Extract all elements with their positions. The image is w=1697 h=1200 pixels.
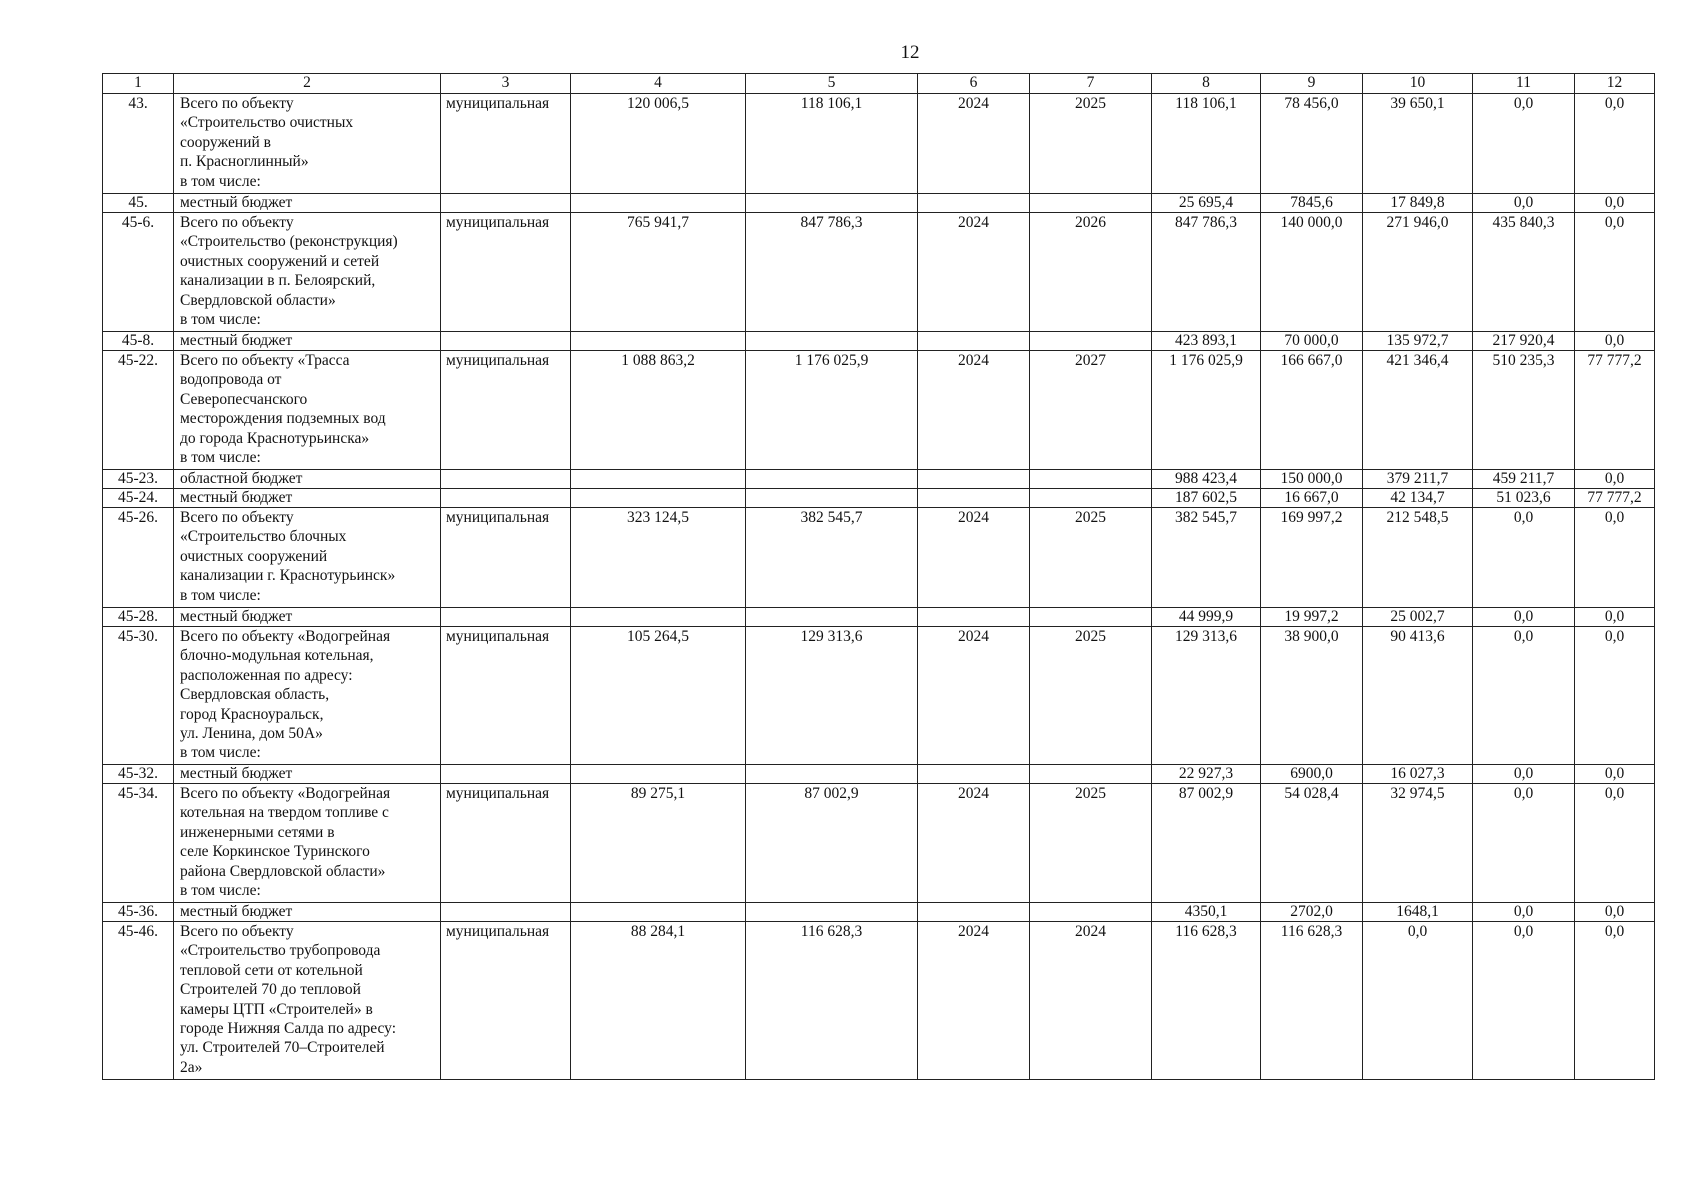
cell-amount-year-1: 7845,6 bbox=[1261, 194, 1363, 213]
cell-total-amount: 187 602,5 bbox=[1152, 489, 1261, 508]
cell-amount-year-2: 90 413,6 bbox=[1363, 627, 1473, 765]
cell-amount-year-1: 2702,0 bbox=[1261, 903, 1363, 922]
cell-estimated-cost: 88 284,1 bbox=[571, 922, 746, 1080]
cell-end-year: 2025 bbox=[1030, 94, 1152, 194]
column-number-4: 4 bbox=[571, 74, 746, 94]
cell-end-year: 2025 bbox=[1030, 508, 1152, 608]
cell-object-name: местный бюджет bbox=[174, 765, 441, 784]
table-row-budget bbox=[103, 332, 1655, 351]
cell-amount-year-2: 1648,1 bbox=[1363, 903, 1473, 922]
cell-cost-current-prices: 118 106,1 bbox=[746, 94, 918, 194]
cell-cost-current-prices: 129 313,6 bbox=[746, 627, 918, 765]
cell-amount-year-3: 0,0 bbox=[1473, 508, 1575, 608]
cell-amount-year-3: 0,0 bbox=[1473, 194, 1575, 213]
cell-start-year: 2024 bbox=[918, 627, 1030, 765]
cell-end-year bbox=[1030, 903, 1152, 922]
cell-ownership-form: муниципальная bbox=[441, 213, 571, 332]
cell-object-name: местный бюджет bbox=[174, 489, 441, 508]
table-row-budget bbox=[103, 903, 1655, 922]
cell-amount-year-4: 0,0 bbox=[1575, 470, 1655, 489]
cell-ownership-form: муниципальная bbox=[441, 784, 571, 903]
cell-cost-current-prices: 847 786,3 bbox=[746, 213, 918, 332]
cell-total-amount: 847 786,3 bbox=[1152, 213, 1261, 332]
cell-estimated-cost bbox=[571, 194, 746, 213]
cell-cost-current-prices bbox=[746, 765, 918, 784]
cell-amount-year-2: 17 849,8 bbox=[1363, 194, 1473, 213]
cell-amount-year-2: 25 002,7 bbox=[1363, 608, 1473, 627]
table-row-budget bbox=[103, 194, 1655, 213]
cell-ownership-form bbox=[441, 608, 571, 627]
column-number-11: 11 bbox=[1473, 74, 1575, 94]
cell-amount-year-4: 0,0 bbox=[1575, 784, 1655, 903]
table-row-budget bbox=[103, 489, 1655, 508]
table-row-object bbox=[103, 94, 1655, 194]
table-row-object bbox=[103, 508, 1655, 608]
cell-amount-year-2: 421 346,4 bbox=[1363, 351, 1473, 470]
cell-total-amount: 382 545,7 bbox=[1152, 508, 1261, 608]
column-number-10: 10 bbox=[1363, 74, 1473, 94]
cell-end-year: 2025 bbox=[1030, 627, 1152, 765]
cell-amount-year-4: 0,0 bbox=[1575, 922, 1655, 1080]
cell-ownership-form: муниципальная bbox=[441, 508, 571, 608]
cell-start-year bbox=[918, 608, 1030, 627]
cell-amount-year-2: 379 211,7 bbox=[1363, 470, 1473, 489]
cell-object-name: местный бюджет bbox=[174, 903, 441, 922]
cell-total-amount: 4350,1 bbox=[1152, 903, 1261, 922]
cell-amount-year-4: 0,0 bbox=[1575, 94, 1655, 194]
cell-amount-year-3: 0,0 bbox=[1473, 784, 1575, 903]
cell-ownership-form: муниципальная bbox=[441, 627, 571, 765]
cell-start-year: 2024 bbox=[918, 508, 1030, 608]
cell-total-amount: 118 106,1 bbox=[1152, 94, 1261, 194]
cell-amount-year-2: 39 650,1 bbox=[1363, 94, 1473, 194]
column-number-7: 7 bbox=[1030, 74, 1152, 94]
cell-cost-current-prices: 87 002,9 bbox=[746, 784, 918, 903]
cell-estimated-cost bbox=[571, 765, 746, 784]
cell-amount-year-1: 116 628,3 bbox=[1261, 922, 1363, 1080]
cell-total-amount: 988 423,4 bbox=[1152, 470, 1261, 489]
cell-estimated-cost: 89 275,1 bbox=[571, 784, 746, 903]
cell-estimated-cost bbox=[571, 903, 746, 922]
cell-total-amount: 129 313,6 bbox=[1152, 627, 1261, 765]
cell-estimated-cost: 1 088 863,2 bbox=[571, 351, 746, 470]
cell-cost-current-prices bbox=[746, 470, 918, 489]
cell-start-year: 2024 bbox=[918, 351, 1030, 470]
cell-ownership-form bbox=[441, 489, 571, 508]
cell-amount-year-4: 0,0 bbox=[1575, 213, 1655, 332]
cell-amount-year-1: 166 667,0 bbox=[1261, 351, 1363, 470]
page-number: 12 bbox=[900, 42, 920, 63]
cell-amount-year-4: 0,0 bbox=[1575, 627, 1655, 765]
table-row-object bbox=[103, 784, 1655, 903]
cell-amount-year-2: 135 972,7 bbox=[1363, 332, 1473, 351]
cell-amount-year-1: 78 456,0 bbox=[1261, 94, 1363, 194]
cell-object-name: местный бюджет bbox=[174, 332, 441, 351]
cell-estimated-cost: 765 941,7 bbox=[571, 213, 746, 332]
cell-amount-year-3: 0,0 bbox=[1473, 94, 1575, 194]
cell-object-name: Всего по объекту «Трасса водопровода от Севeропесчанского месторождения подземных вод до города Краснотурьинска» в том числе: bbox=[174, 351, 441, 470]
cell-amount-year-1: 70 000,0 bbox=[1261, 332, 1363, 351]
table-row-object bbox=[103, 213, 1655, 332]
cell-end-year: 2026 bbox=[1030, 213, 1152, 332]
column-number-12: 12 bbox=[1575, 74, 1655, 94]
cell-amount-year-3: 0,0 bbox=[1473, 903, 1575, 922]
cell-amount-year-1: 169 997,2 bbox=[1261, 508, 1363, 608]
cell-amount-year-3: 459 211,7 bbox=[1473, 470, 1575, 489]
cell-row-number: 45-36. bbox=[103, 903, 174, 922]
cell-cost-current-prices: 116 628,3 bbox=[746, 922, 918, 1080]
column-number-3: 3 bbox=[441, 74, 571, 94]
cell-row-number: 45. bbox=[103, 194, 174, 213]
cell-end-year bbox=[1030, 470, 1152, 489]
table-row-budget bbox=[103, 608, 1655, 627]
table-row-object bbox=[103, 922, 1655, 1080]
cell-ownership-form bbox=[441, 332, 571, 351]
cell-amount-year-1: 38 900,0 bbox=[1261, 627, 1363, 765]
column-number-2: 2 bbox=[174, 74, 441, 94]
cell-start-year: 2024 bbox=[918, 784, 1030, 903]
cell-estimated-cost bbox=[571, 489, 746, 508]
column-number-9: 9 bbox=[1261, 74, 1363, 94]
cell-end-year bbox=[1030, 765, 1152, 784]
cell-total-amount: 22 927,3 bbox=[1152, 765, 1261, 784]
cell-estimated-cost bbox=[571, 608, 746, 627]
cell-start-year bbox=[918, 332, 1030, 351]
cell-start-year: 2024 bbox=[918, 922, 1030, 1080]
cell-amount-year-3: 435 840,3 bbox=[1473, 213, 1575, 332]
cell-cost-current-prices bbox=[746, 608, 918, 627]
cell-amount-year-1: 150 000,0 bbox=[1261, 470, 1363, 489]
cell-object-name: областной бюджет bbox=[174, 470, 441, 489]
cell-start-year bbox=[918, 903, 1030, 922]
cell-start-year bbox=[918, 194, 1030, 213]
cell-amount-year-2: 42 134,7 bbox=[1363, 489, 1473, 508]
cell-cost-current-prices bbox=[746, 332, 918, 351]
cell-amount-year-1: 6900,0 bbox=[1261, 765, 1363, 784]
cell-object-name: Всего по объекту «Строительство трубопровода тепловой сети от котельной Строителей 70 до тепловой камеры ЦТП «Строителей» в городе Нижняя Салда по адресу: ул. Строителей 70–Строителей 2а» bbox=[174, 922, 441, 1080]
cell-end-year: 2027 bbox=[1030, 351, 1152, 470]
cell-amount-year-2: 32 974,5 bbox=[1363, 784, 1473, 903]
cell-amount-year-2: 212 548,5 bbox=[1363, 508, 1473, 608]
cell-cost-current-prices: 1 176 025,9 bbox=[746, 351, 918, 470]
column-number-5: 5 bbox=[746, 74, 918, 94]
cell-end-year bbox=[1030, 194, 1152, 213]
cell-amount-year-2: 16 027,3 bbox=[1363, 765, 1473, 784]
cell-total-amount: 423 893,1 bbox=[1152, 332, 1261, 351]
cell-row-number: 45-6. bbox=[103, 213, 174, 332]
cell-ownership-form bbox=[441, 765, 571, 784]
cell-amount-year-1: 140 000,0 bbox=[1261, 213, 1363, 332]
cell-object-name: Всего по объекту «Строительство (реконструкция) очистных сооружений и сетей канализации в п. Белоярский, Свердловской области» в том числе: bbox=[174, 213, 441, 332]
cell-start-year bbox=[918, 470, 1030, 489]
cell-start-year: 2024 bbox=[918, 94, 1030, 194]
cell-amount-year-4: 77 777,2 bbox=[1575, 351, 1655, 470]
cell-amount-year-4: 0,0 bbox=[1575, 903, 1655, 922]
column-number-6: 6 bbox=[918, 74, 1030, 94]
cell-start-year: 2024 bbox=[918, 213, 1030, 332]
cell-row-number: 45-34. bbox=[103, 784, 174, 903]
cell-row-number: 45-24. bbox=[103, 489, 174, 508]
cell-amount-year-3: 217 920,4 bbox=[1473, 332, 1575, 351]
cell-total-amount: 25 695,4 bbox=[1152, 194, 1261, 213]
cell-amount-year-3: 510 235,3 bbox=[1473, 351, 1575, 470]
cell-end-year: 2024 bbox=[1030, 922, 1152, 1080]
table-row-budget bbox=[103, 470, 1655, 489]
cell-row-number: 43. bbox=[103, 94, 174, 194]
cell-amount-year-4: 0,0 bbox=[1575, 194, 1655, 213]
cell-row-number: 45-26. bbox=[103, 508, 174, 608]
cell-object-name: Всего по объекту «Строительство блочных очистных сооружений канализации г. Краснотурьинск» в том числе: bbox=[174, 508, 441, 608]
cell-cost-current-prices: 382 545,7 bbox=[746, 508, 918, 608]
cell-total-amount: 44 999,9 bbox=[1152, 608, 1261, 627]
cell-object-name: Всего по объекту «Строительство очистных сооружений в п. Красноглинный» в том числе: bbox=[174, 94, 441, 194]
cell-end-year bbox=[1030, 608, 1152, 627]
cell-amount-year-4: 0,0 bbox=[1575, 765, 1655, 784]
cell-start-year bbox=[918, 765, 1030, 784]
cell-row-number: 45-30. bbox=[103, 627, 174, 765]
cell-total-amount: 116 628,3 bbox=[1152, 922, 1261, 1080]
table-row-budget bbox=[103, 765, 1655, 784]
cell-amount-year-3: 0,0 bbox=[1473, 765, 1575, 784]
cell-estimated-cost bbox=[571, 470, 746, 489]
objects-table bbox=[102, 73, 1655, 1080]
cell-row-number: 45-46. bbox=[103, 922, 174, 1080]
cell-end-year: 2025 bbox=[1030, 784, 1152, 903]
cell-amount-year-4: 0,0 bbox=[1575, 332, 1655, 351]
cell-estimated-cost: 323 124,5 bbox=[571, 508, 746, 608]
cell-amount-year-4: 77 777,2 bbox=[1575, 489, 1655, 508]
cell-cost-current-prices bbox=[746, 194, 918, 213]
cell-amount-year-2: 271 946,0 bbox=[1363, 213, 1473, 332]
table-body bbox=[103, 74, 1655, 1080]
cell-row-number: 45-32. bbox=[103, 765, 174, 784]
cell-object-name: местный бюджет bbox=[174, 194, 441, 213]
cell-ownership-form bbox=[441, 194, 571, 213]
cell-amount-year-3: 0,0 bbox=[1473, 627, 1575, 765]
cell-estimated-cost: 105 264,5 bbox=[571, 627, 746, 765]
cell-amount-year-1: 19 997,2 bbox=[1261, 608, 1363, 627]
table-row-object bbox=[103, 351, 1655, 470]
cell-amount-year-4: 0,0 bbox=[1575, 608, 1655, 627]
cell-amount-year-3: 0,0 bbox=[1473, 922, 1575, 1080]
cell-amount-year-1: 16 667,0 bbox=[1261, 489, 1363, 508]
table-header-row bbox=[103, 74, 1655, 94]
cell-total-amount: 1 176 025,9 bbox=[1152, 351, 1261, 470]
table-row-object bbox=[103, 627, 1655, 765]
cell-ownership-form bbox=[441, 903, 571, 922]
cell-amount-year-3: 51 023,6 bbox=[1473, 489, 1575, 508]
cell-row-number: 45-23. bbox=[103, 470, 174, 489]
cell-ownership-form bbox=[441, 470, 571, 489]
cell-amount-year-4: 0,0 bbox=[1575, 508, 1655, 608]
cell-ownership-form: муниципальная bbox=[441, 922, 571, 1080]
cell-end-year bbox=[1030, 489, 1152, 508]
cell-estimated-cost: 120 006,5 bbox=[571, 94, 746, 194]
cell-amount-year-3: 0,0 bbox=[1473, 608, 1575, 627]
cell-total-amount: 87 002,9 bbox=[1152, 784, 1261, 903]
cell-row-number: 45-22. bbox=[103, 351, 174, 470]
cell-estimated-cost bbox=[571, 332, 746, 351]
cell-cost-current-prices bbox=[746, 903, 918, 922]
cell-row-number: 45-28. bbox=[103, 608, 174, 627]
cell-amount-year-2: 0,0 bbox=[1363, 922, 1473, 1080]
cell-end-year bbox=[1030, 332, 1152, 351]
cell-object-name: Всего по объекту «Водогрейная блочно-модульная котельная, расположенная по адресу: Свердловская область, город Красноуральск, ул. Ленина, дом 50А» в том числе: bbox=[174, 627, 441, 765]
cell-ownership-form: муниципальная bbox=[441, 94, 571, 194]
cell-ownership-form: муниципальная bbox=[441, 351, 571, 470]
cell-row-number: 45-8. bbox=[103, 332, 174, 351]
cell-object-name: Всего по объекту «Водогрейная котельная на твердом топливе с инженерными сетями в селе Коркинское Туринского района Свердловской области» в том числе: bbox=[174, 784, 441, 903]
column-number-8: 8 bbox=[1152, 74, 1261, 94]
column-number-1: 1 bbox=[103, 74, 174, 94]
cell-amount-year-1: 54 028,4 bbox=[1261, 784, 1363, 903]
cell-start-year bbox=[918, 489, 1030, 508]
cell-object-name: местный бюджет bbox=[174, 608, 441, 627]
cell-cost-current-prices bbox=[746, 489, 918, 508]
